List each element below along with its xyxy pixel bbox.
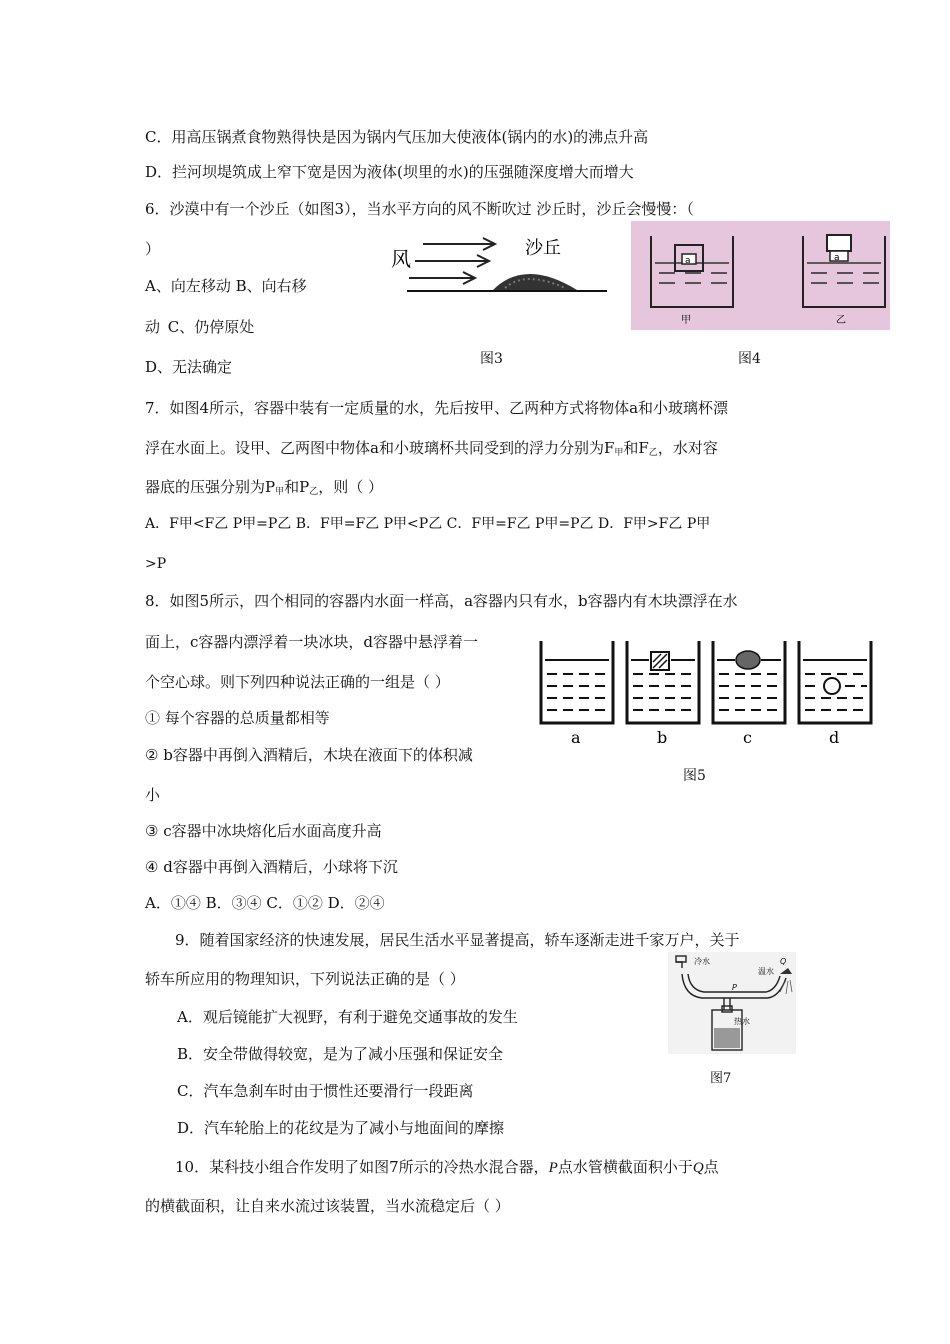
q8-statement-4: ④ d容器中再倒入酒精后，小球将下沉 bbox=[145, 858, 398, 876]
q6-options-1: A、向左移动 B、向右移 bbox=[145, 277, 307, 295]
q6-options-3: D、无法确定 bbox=[145, 358, 233, 376]
fig3-wind-label: 风 bbox=[391, 247, 411, 271]
q9-stem-2: 轿车所应用的物理知识，下列说法正确的是（ ） bbox=[145, 970, 465, 988]
q6-options-2: 动 C、仍停原处 bbox=[145, 318, 255, 336]
fig5-label-d: d bbox=[829, 728, 840, 747]
figure-7-mixer bbox=[668, 952, 796, 1054]
q8-statement-2-end: 小 bbox=[145, 786, 161, 804]
q6-stem: 6．沙漠中有一个沙丘（如图3），当水平方向的风不断吹过 沙丘时，沙丘会慢慢：（ bbox=[145, 200, 694, 218]
q7-options-tail: >P bbox=[145, 556, 167, 572]
q8-options: A．①④ B．③④ C．①② D．②④ bbox=[145, 894, 385, 912]
fig4-label-left: 甲 bbox=[681, 315, 691, 326]
wind-arrows bbox=[409, 238, 495, 284]
option-d-line: D．拦河坝堤筑成上窄下宽是因为液体(坝里的水)的压强随深度增大而增大 bbox=[145, 163, 634, 181]
fig5-label-a: a bbox=[571, 728, 581, 747]
ice-block bbox=[736, 651, 760, 669]
q7-options: A．F甲<F乙 P甲=P乙 B．F甲=F乙 P甲<P乙 C．F甲=F乙 P甲=P乙 D．F甲>F乙 P甲 bbox=[145, 516, 711, 532]
fig5-caption: 图5 bbox=[683, 768, 706, 784]
q9-option-a: A．观后镜能扩大视野，有利于避免交通事故的发生 bbox=[177, 1008, 518, 1026]
figure-5-containers bbox=[535, 638, 875, 750]
q7-stem-2: 浮在水面上。设甲、乙两图中物体a和小玻璃杯共同受到的浮力分别为$F_甲$和$F_乙$，水对容 bbox=[145, 439, 718, 458]
fig7-p-label: P bbox=[732, 983, 737, 992]
fig3-caption: 图3 bbox=[480, 351, 503, 367]
q8-statement-3: ③ c容器中冰块熔化后水面高度升高 bbox=[145, 822, 382, 840]
q9-option-c: C．汽车急刹车时由于惯性还要滑行一段距离 bbox=[177, 1082, 474, 1100]
q6-stem-end: ） bbox=[145, 240, 161, 258]
fig5-label-b: b bbox=[657, 728, 668, 747]
fig7-caption: 图7 bbox=[710, 1071, 732, 1086]
figure-4-photo bbox=[631, 221, 890, 330]
fig7-q-label: Q bbox=[780, 957, 787, 966]
q9-option-d: D．汽车轮胎上的花纹是为了减小与地面间的摩擦 bbox=[177, 1119, 505, 1137]
q9-option-b: B．安全带做得较宽，是为了减小压强和保证安全 bbox=[177, 1045, 504, 1063]
hollow-ball bbox=[824, 678, 840, 694]
svg-text:a: a bbox=[685, 256, 691, 266]
q8-statement-2: ② b容器中再倒入酒精后，木块在液面下的体积减 bbox=[145, 746, 473, 764]
q7-stem-3: 器底的压强分别为$P_甲$和$P_乙$，则（ ） bbox=[145, 478, 383, 497]
option-c-line: C．用高压锅煮食物熟得快是因为锅内气压加大使液体(锅内的水)的沸点升高 bbox=[145, 128, 649, 146]
fig5-label-c: c bbox=[743, 728, 752, 747]
q8-stem-3: 个空心球。则下列四种说法正确的一组是（ ） bbox=[145, 673, 450, 691]
q10-stem: 10．某科技小组合作发明了如图7所示的冷热水混合器，P点水管横截面积小于Q点 bbox=[175, 1158, 719, 1176]
fig3-dune-label: 沙丘 bbox=[525, 238, 561, 259]
q8-stem: 8．如图5所示，四个相同的容器内水面一样高，a容器内只有水，b容器内有木块漂浮在水 bbox=[145, 592, 738, 610]
figure-3-dune bbox=[385, 228, 610, 300]
q8-statement-1: ① 每个容器的总质量都相等 bbox=[145, 709, 330, 727]
fig7-hot-label: 热水 bbox=[734, 1017, 750, 1026]
q10-stem-2: 的横截面积，让自来水流过该装置，当水流稳定后（ ） bbox=[145, 1197, 510, 1215]
q9-stem: 9．随着国家经济的快速发展，居民生活水平显著提高，轿车逐渐走进千家万户，关于 bbox=[175, 931, 740, 949]
fig7-cold-label: 冷水 bbox=[694, 957, 710, 966]
fig4-label-right: 乙 bbox=[836, 315, 846, 326]
svg-text:a: a bbox=[834, 253, 840, 263]
fig4-caption: 图4 bbox=[738, 351, 761, 367]
q7-stem: 7．如图4所示，容器中装有一定质量的水，先后按甲、乙两种方式将物体a和小玻璃杯漂 bbox=[145, 399, 729, 417]
q8-stem-2: 面上，c容器内漂浮着一块冰块，d容器中悬浮着一 bbox=[145, 633, 479, 651]
fig7-warm-label: 温水 bbox=[758, 967, 774, 976]
